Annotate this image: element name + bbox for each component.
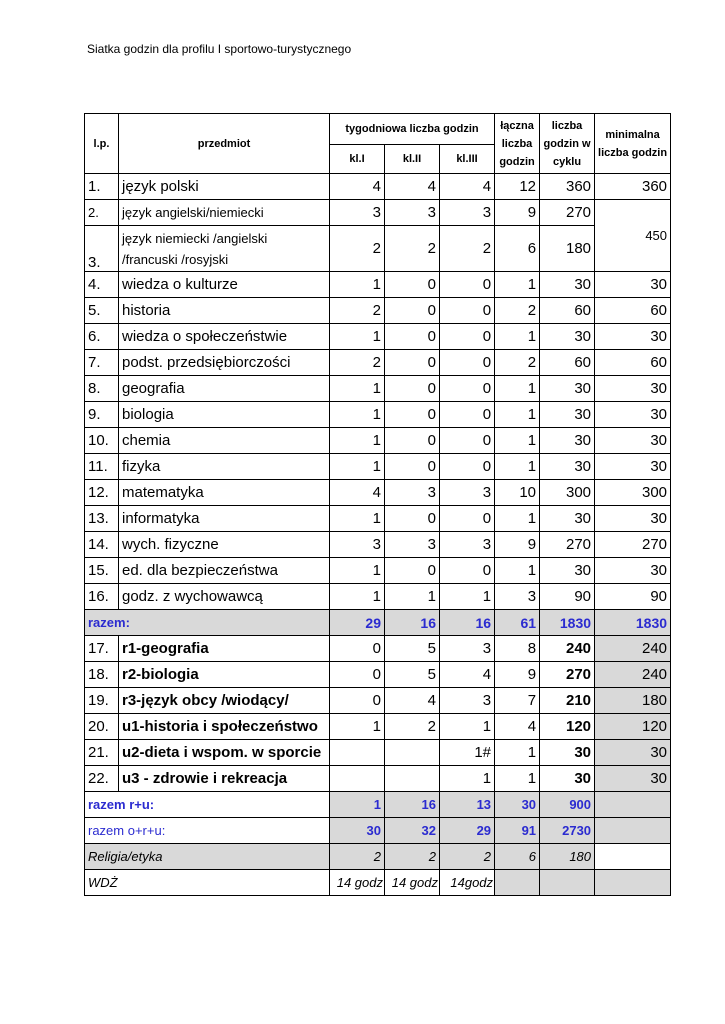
razem-ru-cycle: 900 [540,792,595,818]
table-row [85,298,671,324]
razem-ru-row [85,792,671,818]
table-row [85,376,671,402]
row-k3: 3 [440,480,495,506]
table-row [85,714,671,740]
row-cycle: 270 [540,200,595,226]
row-subject: podst. przedsiębiorczości [119,350,330,376]
merged-min-languages: 450 [595,200,671,272]
row-total: 9 [495,532,540,558]
row-k1: 1 [330,324,385,350]
row-cycle: 270 [540,532,595,558]
row-total: 2 [495,350,540,376]
table-row [85,226,671,272]
row-k1: 2 [330,298,385,324]
table-row [85,636,671,662]
header-k2: kl.II [385,145,440,174]
religia-k1: 2 [330,844,385,870]
razem-ru-k1: 1 [330,792,385,818]
wdz-cycle [540,870,595,896]
row-min: 270 [595,532,671,558]
row-lp: 4. [85,272,119,298]
row-k1: 3 [330,532,385,558]
row-subject: fizyka [119,454,330,480]
razem-row [85,610,671,636]
row-k2: 3 [385,480,440,506]
row-cycle: 180 [540,226,595,272]
row-total: 6 [495,226,540,272]
row-k2: 0 [385,454,440,480]
row-k3: 0 [440,506,495,532]
row-k1: 0 [330,688,385,714]
razem-oru-k1: 30 [330,818,385,844]
row-lp: 15. [85,558,119,584]
row-total: 1 [495,454,540,480]
row-k1: 4 [330,174,385,200]
row-subject: biologia [119,402,330,428]
row-k2: 0 [385,506,440,532]
table-row [85,584,671,610]
document-title: Siatka godzin dla profilu I sportowo-turystycznego [87,42,352,56]
row-subject: wiedza o kulturze [119,272,330,298]
row-cycle: 30 [540,376,595,402]
row-k1: 3 [330,200,385,226]
row-k2: 3 [385,532,440,558]
row-k3: 0 [440,272,495,298]
row-cycle: 210 [540,688,595,714]
row-min: 30 [595,272,671,298]
razem-oru-k3: 29 [440,818,495,844]
row-subject: język niemiecki /angielski /francuski /rosyjski [119,226,330,272]
row-subject: historia [119,298,330,324]
religia-total: 6 [495,844,540,870]
row-k1: 2 [330,226,385,272]
row-total: 1 [495,376,540,402]
table-row [85,532,671,558]
header-cycle-line3: cyklu [552,155,582,168]
row-subject: r3-język obcy /wiodący/ [119,688,330,714]
row-min: 60 [595,350,671,376]
wdz-k2: 14 godz [385,870,440,896]
row-lp: 22. [85,766,119,792]
row-lp: 14. [85,532,119,558]
row-min: 240 [595,662,671,688]
row-lp: 1. [85,174,119,200]
row-k3: 0 [440,402,495,428]
header-total-line1: łączna [500,119,534,132]
row-k3: 1 [440,766,495,792]
razem-label: razem: [85,610,330,636]
row-total: 1 [495,766,540,792]
row-min: 30 [595,428,671,454]
table-row [85,766,671,792]
row-k1: 1 [330,714,385,740]
row-total: 1 [495,324,540,350]
table-row [85,324,671,350]
wdz-k3: 14godz [440,870,495,896]
religia-min [595,844,671,870]
row-k1: 1 [330,376,385,402]
row-lp: 12. [85,480,119,506]
row-k3: 4 [440,174,495,200]
religia-label: Religia/etyka [85,844,330,870]
row-total: 7 [495,688,540,714]
row-k2: 0 [385,402,440,428]
row-min: 30 [595,740,671,766]
razem-ru-label: razem r+u: [85,792,330,818]
row-k1: 4 [330,480,385,506]
wdz-row [85,870,671,896]
row-k2: 5 [385,636,440,662]
row-total: 3 [495,584,540,610]
table-row [85,200,671,226]
row-k3: 3 [440,532,495,558]
row-subject: r2-biologia [119,662,330,688]
row-k3: 1 [440,714,495,740]
row-cycle: 30 [540,506,595,532]
row-lp: 7. [85,350,119,376]
row-subject: u2-dieta i wspom. w sporcie [119,740,330,766]
row-k3: 0 [440,298,495,324]
row-total: 1 [495,428,540,454]
row-cycle: 360 [540,174,595,200]
row-min: 240 [595,636,671,662]
row-total: 8 [495,636,540,662]
header-lp: l.p. [85,114,119,174]
row-k1: 1 [330,584,385,610]
row-k2: 1 [385,584,440,610]
razem-ru-total: 30 [495,792,540,818]
row-min: 30 [595,558,671,584]
row-total: 1 [495,558,540,584]
row-cycle: 90 [540,584,595,610]
row-k3: 4 [440,662,495,688]
religia-k3: 2 [440,844,495,870]
header-k3: kl.III [440,145,495,174]
header-total-line2: liczba [501,137,533,150]
row-subject: wiedza o społeczeństwie [119,324,330,350]
table-row [85,662,671,688]
row-k3: 3 [440,636,495,662]
row-lp: 5. [85,298,119,324]
row-k1: 0 [330,636,385,662]
wdz-label: WDŻ [85,870,330,896]
row-lp: 20. [85,714,119,740]
row-lp: 19. [85,688,119,714]
header-total [495,114,540,174]
row-lp: 11. [85,454,119,480]
row-total: 10 [495,480,540,506]
row-cycle: 120 [540,714,595,740]
row-k3: 1 [440,584,495,610]
table-row [85,688,671,714]
row-k1 [330,766,385,792]
row-cycle: 60 [540,350,595,376]
header-subject: przedmiot [119,114,330,174]
row-total: 1 [495,402,540,428]
row-min: 360 [595,174,671,200]
religia-k2: 2 [385,844,440,870]
row-subject: u1-historia i społeczeństwo [119,714,330,740]
razem-total: 61 [495,610,540,636]
table-row [85,350,671,376]
row-k2: 0 [385,376,440,402]
row-k3: 2 [440,226,495,272]
row-lp: 16. [85,584,119,610]
row-total: 9 [495,200,540,226]
table-row [85,454,671,480]
religia-cycle: 180 [540,844,595,870]
row-k2 [385,766,440,792]
razem-ru-min [595,792,671,818]
row-cycle: 30 [540,428,595,454]
row-k3: 0 [440,376,495,402]
row-min: 30 [595,766,671,792]
row-k3: 0 [440,350,495,376]
row-subject: matematyka [119,480,330,506]
table-row [85,428,671,454]
wdz-min [595,870,671,896]
row-k2: 2 [385,714,440,740]
razem-ru-k2: 16 [385,792,440,818]
table-body-ext [85,636,671,792]
table-row [85,558,671,584]
row-k2: 0 [385,324,440,350]
row-k2: 0 [385,558,440,584]
razem-k1: 29 [330,610,385,636]
row-k1: 0 [330,662,385,688]
row-min: 30 [595,454,671,480]
row-lp: 2. [85,200,119,226]
row-k3: 0 [440,558,495,584]
row-min: 30 [595,506,671,532]
row-k2 [385,740,440,766]
header-min-line2: liczba godzin [598,146,668,159]
row-k1: 1 [330,402,385,428]
row-subject: język polski [119,174,330,200]
row-min: 30 [595,376,671,402]
row-subject: informatyka [119,506,330,532]
razem-oru-total: 91 [495,818,540,844]
header-cycle-line1: liczba [551,119,583,132]
row-lp: 3. [85,226,119,272]
razem-ru-k3: 13 [440,792,495,818]
row-k3: 0 [440,454,495,480]
wdz-total [495,870,540,896]
row-k2: 4 [385,688,440,714]
row-k2: 4 [385,174,440,200]
row-k3: 3 [440,688,495,714]
table-row [85,740,671,766]
razem-k2: 16 [385,610,440,636]
row-lp: 21. [85,740,119,766]
header-min [595,114,671,174]
row-k2: 0 [385,428,440,454]
row-lp: 18. [85,662,119,688]
table-body [85,272,671,610]
razem-oru-min [595,818,671,844]
row-total: 2 [495,298,540,324]
row-subject: godz. z wychowawcą [119,584,330,610]
row-cycle: 30 [540,272,595,298]
table-row [85,174,671,200]
row-min: 30 [595,402,671,428]
row-lp: 13. [85,506,119,532]
religia-row [85,844,671,870]
row-k2: 5 [385,662,440,688]
header-weekly: tygodniowa liczba godzin [330,114,495,145]
row-subject: r1-geografia [119,636,330,662]
row-k1: 1 [330,506,385,532]
row-cycle: 30 [540,324,595,350]
header-min-line1: minimalna [605,128,660,141]
row-k1: 1 [330,454,385,480]
row-total: 12 [495,174,540,200]
row-subject: ed. dla bezpieczeństwa [119,558,330,584]
row-total: 4 [495,714,540,740]
row-cycle: 30 [540,402,595,428]
row-cycle: 300 [540,480,595,506]
row-k1: 2 [330,350,385,376]
row-lp: 6. [85,324,119,350]
row-subject: u3 - zdrowie i rekreacja [119,766,330,792]
header-total-line3: godzin [499,155,535,168]
row-cycle: 30 [540,454,595,480]
row-lp: 9. [85,402,119,428]
wdz-k1: 14 godz [330,870,385,896]
table-row [85,480,671,506]
row-lp: 8. [85,376,119,402]
table-row [85,402,671,428]
row-total: 1 [495,272,540,298]
row-k2: 2 [385,226,440,272]
row-subject: język angielski/niemiecki [119,200,330,226]
row-lp: 17. [85,636,119,662]
row-cycle: 30 [540,766,595,792]
table-row [85,506,671,532]
row-min: 90 [595,584,671,610]
table-row [85,272,671,298]
row-min: 30 [595,324,671,350]
row-subject: chemia [119,428,330,454]
row-total: 1 [495,740,540,766]
razem-oru-cycle: 2730 [540,818,595,844]
row-k2: 0 [385,272,440,298]
razem-oru-row [85,818,671,844]
hours-table [84,113,671,896]
razem-k3: 16 [440,610,495,636]
row-total: 9 [495,662,540,688]
header-k1: kl.I [330,145,385,174]
row-cycle: 30 [540,740,595,766]
razem-oru-k2: 32 [385,818,440,844]
razem-oru-label: razem o+r+u: [85,818,330,844]
row-k1: 1 [330,272,385,298]
row-min: 180 [595,688,671,714]
header-cycle-line2: godzin w [543,137,591,150]
row-k3: 0 [440,428,495,454]
row-cycle: 270 [540,662,595,688]
row-subject: wych. fizyczne [119,532,330,558]
row-subject: geografia [119,376,330,402]
row-min: 300 [595,480,671,506]
row-k3: 1# [440,740,495,766]
row-k2: 0 [385,350,440,376]
row-k3: 3 [440,200,495,226]
row-cycle: 30 [540,558,595,584]
row-lp: 10. [85,428,119,454]
row-k1: 1 [330,428,385,454]
row-k3: 0 [440,324,495,350]
row-cycle: 240 [540,636,595,662]
row-k2: 3 [385,200,440,226]
razem-cycle: 1830 [540,610,595,636]
row-k1 [330,740,385,766]
row-min: 60 [595,298,671,324]
row-k2: 0 [385,298,440,324]
row-k1: 1 [330,558,385,584]
row-min: 120 [595,714,671,740]
header-cycle [540,114,595,174]
row-cycle: 60 [540,298,595,324]
row-total: 1 [495,506,540,532]
razem-min: 1830 [595,610,671,636]
